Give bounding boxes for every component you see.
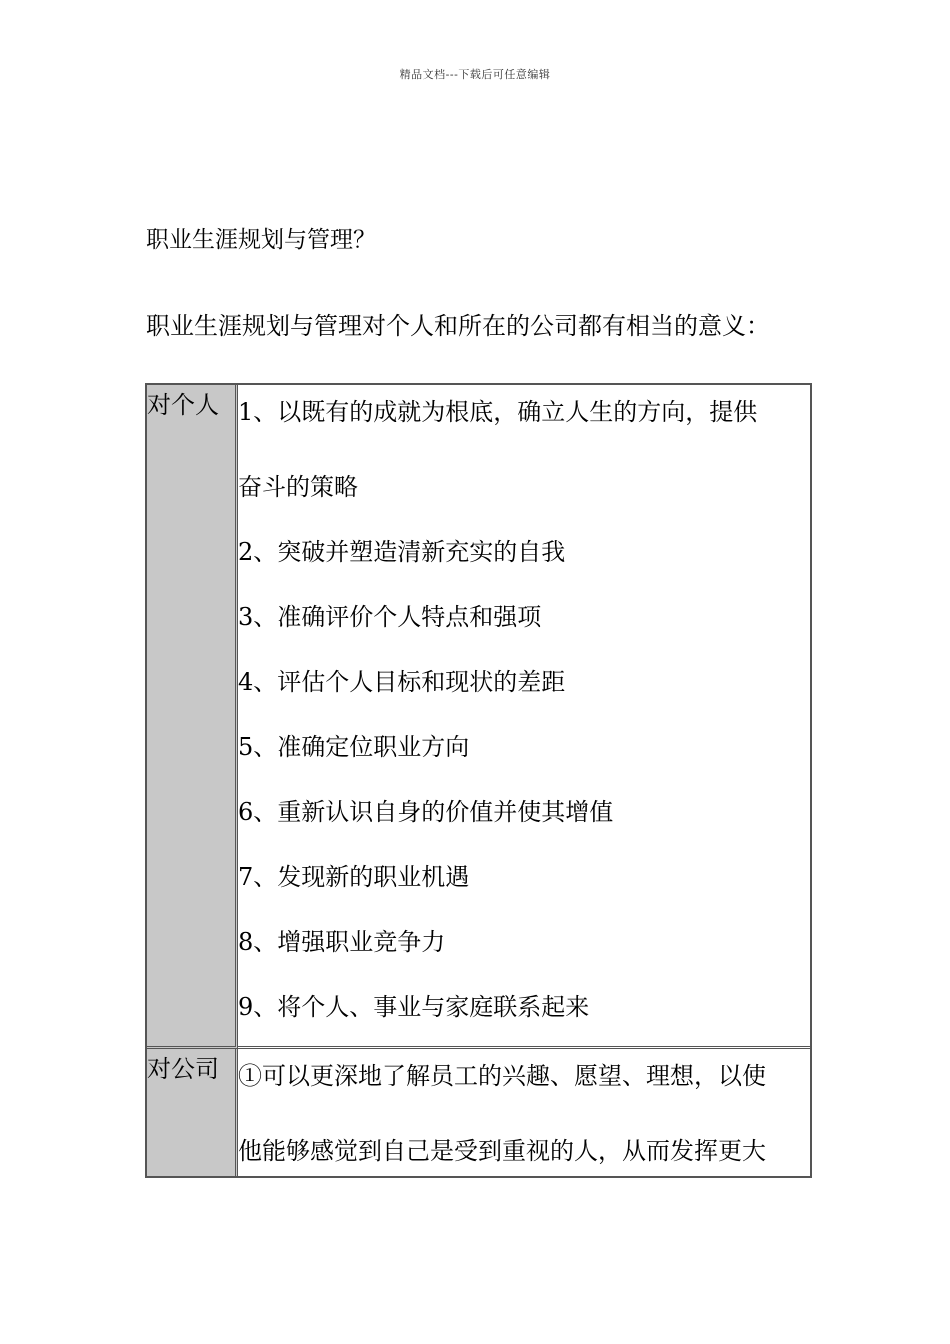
list-item: 9、将个人、事业与家庭联系起来	[238, 993, 590, 1021]
document-title: 职业生涯规划与管理？	[146, 227, 376, 253]
significance-table	[145, 383, 812, 1178]
list-item: 2、突破并塑造清新充实的自我	[238, 538, 566, 566]
list-item: 他能够感觉到自己是受到重视的人，从而发挥更大	[238, 1137, 766, 1165]
table-row-company	[147, 1049, 810, 1176]
row-label-personal: 对个人	[147, 385, 238, 1049]
row-label-company: 对公司	[147, 1049, 238, 1176]
row-content-personal	[238, 385, 810, 1049]
list-item: 5、准确定位职业方向	[238, 733, 470, 761]
intro-paragraph: 职业生涯规划与管理对个人和所在的公司都有相当的意义：	[146, 312, 770, 340]
list-item: 1、以既有的成就为根底，确立人生的方向，提供	[238, 398, 758, 426]
list-item: 4、评估个人目标和现状的差距	[238, 668, 566, 696]
row-content-company	[238, 1049, 810, 1176]
list-item: ①可以更深地了解员工的兴趣、愿望、理想，以使	[238, 1062, 766, 1090]
list-item: 7、发现新的职业机遇	[238, 863, 470, 891]
list-item: 奋斗的策略	[238, 473, 358, 501]
table-row-personal	[147, 385, 810, 1049]
list-item: 3、准确评价个人特点和强项	[238, 603, 542, 631]
list-item: 6、重新认识自身的价值并使其增值	[238, 798, 614, 826]
list-item: 8、增强职业竞争力	[238, 928, 446, 956]
page-header: 精品文档---下载后可任意编辑	[399, 68, 551, 81]
